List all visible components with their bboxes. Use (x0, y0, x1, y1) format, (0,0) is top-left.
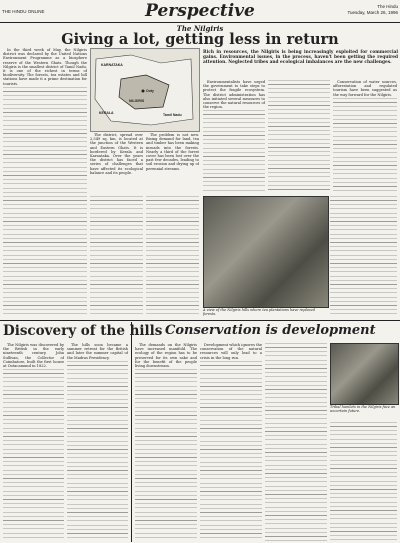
masthead-title: Perspective (145, 1, 255, 21)
map-label: Tamil Nadu (163, 113, 182, 117)
story-summary: Rich in resources, the Nilgiris is being increasingly exploited for commercial gains. Environmental issues, in the process, haven't been getting the required attention. Neglected tribes and ecological imbalances are the new challenges. (203, 50, 398, 65)
main-headline: Giving a lot, getting less in return (61, 31, 339, 48)
story-column-9 (146, 196, 199, 316)
story-paragraph: The hills soon became a summer retreat for the British and later the summer capital of the Madras Presidency. (67, 343, 128, 360)
story-paragraph: In the third week of May, the Nilgiris district was declared by the United Nations Environment Programme as a biosphere reserve of the Western Ghats. Though the Nilgiris is the smallest district of Tamil Nadu, it is one of the richest in terms of biodiversity. The forests, tea estates and hill stations have made it a prime destination for tourists. (3, 48, 87, 86)
map-label: KARNATAKA (101, 63, 123, 67)
story-paragraph: The demands on the Nilgiris have increased manifold. The ecology of the region has to be preserved for its own sake and for the benefit of the people living downstream. (135, 343, 197, 369)
text-filler (67, 361, 128, 541)
story3-column-2 (200, 343, 262, 541)
tribal-photo (330, 343, 399, 405)
story3-column-4 (330, 422, 397, 541)
story3-column-1 (135, 343, 197, 541)
story-paragraph: The district, spread over 2,549 sq. km, is located at the junction of the Western and Eastern Ghats. It is bordered by Kerala and Karnataka. Over the years the district has faced a series of challenges that have affected its ecological balance and its people. (90, 133, 143, 175)
masthead-date (347, 4, 398, 16)
story3-column-3 (265, 343, 327, 541)
text-filler (3, 87, 87, 193)
map-label: NILGIRIS (129, 99, 145, 103)
text-filler (268, 80, 330, 193)
photo-caption: Tribal hamlets in the Nilgiris face an uncertain future. (330, 405, 396, 413)
story-column-7 (3, 196, 87, 316)
story-column-5 (268, 80, 330, 193)
story-paragraph: Environmentalists have urged the government to take steps to protect the fragile ecosystem. The district administration has also initiated several measures to conserve the natural resources of the region. (203, 80, 265, 110)
text-filler (3, 196, 87, 316)
story2-column-2 (67, 343, 128, 541)
district-map (90, 48, 200, 132)
story-paragraph: The problem is not new. Rising demand for land, tea and timber has been making inroads into the forests. Nearly a third of the forest cover has been lost over the past few decades, leading to soil erosion and drying up of perennial streams. (146, 133, 199, 171)
text-filler (330, 422, 397, 541)
section-divider (0, 320, 400, 321)
story-column-4 (203, 80, 265, 193)
story3-headline: Conservation is development (165, 323, 376, 338)
text-filler (90, 196, 143, 316)
text-filler (135, 369, 197, 541)
story-paragraph: The Nilgiris was discovered by the British in the early nineteenth century. John Sullivan, the Collector of Coimbatore, built the first house at Ootacamund in 1822. (3, 343, 64, 369)
column-divider (131, 322, 132, 542)
photo-caption: A view of the Nilgiris hills where tea plantations have replaced forests. (203, 308, 315, 316)
hills-photo (203, 196, 329, 308)
masthead-paper-name: The Hindu (377, 4, 398, 9)
text-filler (3, 369, 64, 541)
map-label: Ooty (146, 89, 154, 93)
text-filler (146, 196, 199, 316)
story-column-3 (146, 133, 199, 193)
story-paragraph: Development which ignores the conservation of the natural resources will only lead to a crisis in the long run. (200, 343, 262, 360)
story-paragraph: Conservation of water sources, afforestation and regulated tourism have been suggested as the way forward for the Nilgiris. (333, 80, 397, 97)
story2-column-1 (3, 343, 64, 541)
map-label: KERALA (99, 111, 114, 115)
story-column-6 (333, 80, 397, 193)
text-filler (203, 110, 265, 193)
map-graphic (91, 49, 199, 131)
text-filler (265, 343, 327, 541)
masthead-date-text: Tuesday, March 26, 1996 (347, 10, 398, 15)
story-column-1 (3, 48, 87, 193)
masthead-section: THE HINDU ONLINE (2, 9, 45, 14)
story2-headline: Discovery of the hills (3, 323, 163, 339)
story-column-8 (90, 196, 143, 316)
story-column-10 (330, 196, 397, 316)
text-filler (330, 196, 397, 316)
text-filler (200, 361, 262, 541)
story-column-2 (90, 133, 143, 193)
story-kicker: The Nilgiris (176, 24, 224, 33)
masthead (0, 0, 400, 23)
text-filler (333, 98, 397, 193)
